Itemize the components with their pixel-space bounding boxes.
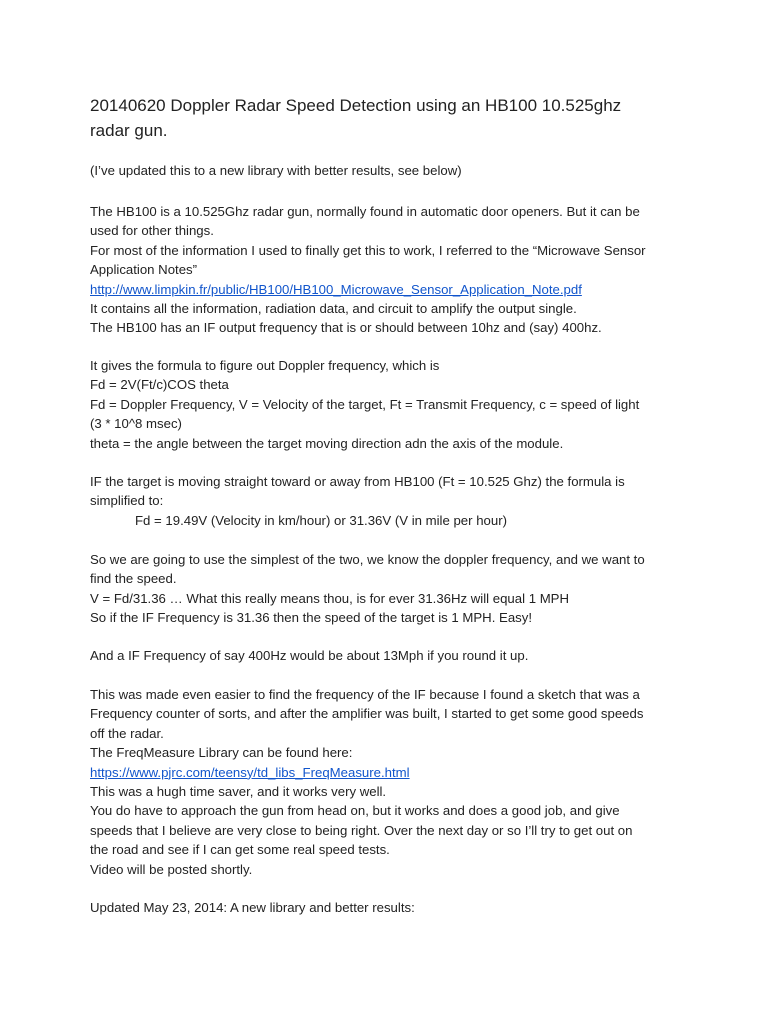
paragraph-line: (I’ve updated this to a new library with better results, see below) bbox=[90, 163, 462, 178]
paragraph-line: Application Notes” bbox=[90, 262, 198, 278]
paragraph-line: The FreqMeasure Library can be found here: bbox=[90, 745, 353, 761]
paragraph-line: It contains all the information, radiation data, and circuit to amplify the output single. bbox=[90, 300, 577, 316]
paragraph-line: V = Fd/31.36 … What this really means thou, is for ever 31.36Hz will equal 1 MPH bbox=[90, 590, 569, 606]
paragraph-line: IF the target is moving straight toward or away from HB100 (Ft = 10.525 Ghz) the formula is bbox=[90, 474, 625, 489]
paragraph-line: It gives the formula to figure out Doppler frequency, which is bbox=[90, 358, 440, 373]
paragraph-line: Fd = 2V(Ft/c)COS theta bbox=[90, 377, 229, 393]
paragraph-line: Video will be posted shortly. bbox=[90, 861, 253, 877]
paragraph-line: Frequency counter of sorts, and after the amplifier was built, I started to get some good speeds bbox=[90, 706, 644, 722]
paragraph-line: For most of the information I used to finally get this to work, I referred to the “Microwave Sensor bbox=[90, 242, 646, 258]
title-line: radar gun. bbox=[90, 121, 168, 140]
paragraph-line: find the speed. bbox=[90, 571, 177, 587]
speed-paragraph bbox=[90, 550, 690, 628]
paragraph-line: off the radar. bbox=[90, 725, 164, 741]
paragraph-line: The HB100 has an IF output frequency that is or should between 10hz and (say) 400hz. bbox=[90, 320, 602, 336]
paragraph-line: So if the IF Frequency is 31.36 then the speed of the target is 1 MPH. Easy! bbox=[90, 610, 533, 626]
paragraph-line: This was a hugh time saver, and it works very well. bbox=[90, 783, 387, 799]
app-note-link[interactable]: http://www.limpkin.fr/public/HB100/HB100_Microwave_Sensor_Application_Note.pdf bbox=[90, 281, 582, 297]
paragraph-line: And a IF Frequency of say 400Hz would be about 13Mph if you round it up. bbox=[90, 648, 529, 663]
paragraph-line: This was made even easier to find the frequency of the IF because I found a sketch that was a bbox=[90, 687, 640, 702]
paragraph-line: the road and see if I can get some real speed tests. bbox=[90, 842, 390, 858]
paragraph-line: You do have to approach the gun from head on, but it works and does a good job, and give bbox=[90, 803, 620, 819]
paragraph-line: simplified to: bbox=[90, 493, 164, 509]
update-note bbox=[90, 161, 690, 180]
example-paragraph bbox=[90, 646, 690, 665]
paragraph-line: (3 * 10^8 msec) bbox=[90, 416, 182, 432]
paragraph-line: speeds that I believe are very close to being right. Over the next day or so I’ll try to get out on bbox=[90, 822, 633, 838]
title-line: 20140620 Doppler Radar Speed Detection using an HB100 10.525ghz bbox=[90, 96, 622, 115]
paragraph-line: used for other things. bbox=[90, 223, 214, 239]
updated-paragraph bbox=[90, 898, 690, 917]
paragraph-line: The HB100 is a 10.525Ghz radar gun, normally found in automatic door openers. But it can be bbox=[90, 204, 640, 219]
simplified-formula: Fd = 19.49V (Velocity in km/hour) or 31.36V (V in mile per hour) bbox=[135, 512, 507, 528]
paragraph-line: theta = the angle between the target moving direction adn the axis of the module. bbox=[90, 435, 564, 451]
simplified-paragraph bbox=[90, 472, 690, 530]
paragraph-line: Fd = Doppler Frequency, V = Velocity of the target, Ft = Transmit Frequency, c = speed of light bbox=[90, 396, 640, 412]
formula-paragraph bbox=[90, 356, 690, 453]
page-title bbox=[90, 93, 690, 143]
paragraph-line: So we are going to use the simplest of the two, we know the doppler frequency, and we want to bbox=[90, 552, 645, 567]
freqmeasure-paragraph bbox=[90, 685, 690, 879]
intro-paragraph bbox=[90, 202, 690, 338]
paragraph-line: Updated May 23, 2014: A new library and better results: bbox=[90, 900, 415, 915]
freqmeasure-link[interactable]: https://www.pjrc.com/teensy/td_libs_FreqMeasure.html bbox=[90, 764, 410, 780]
